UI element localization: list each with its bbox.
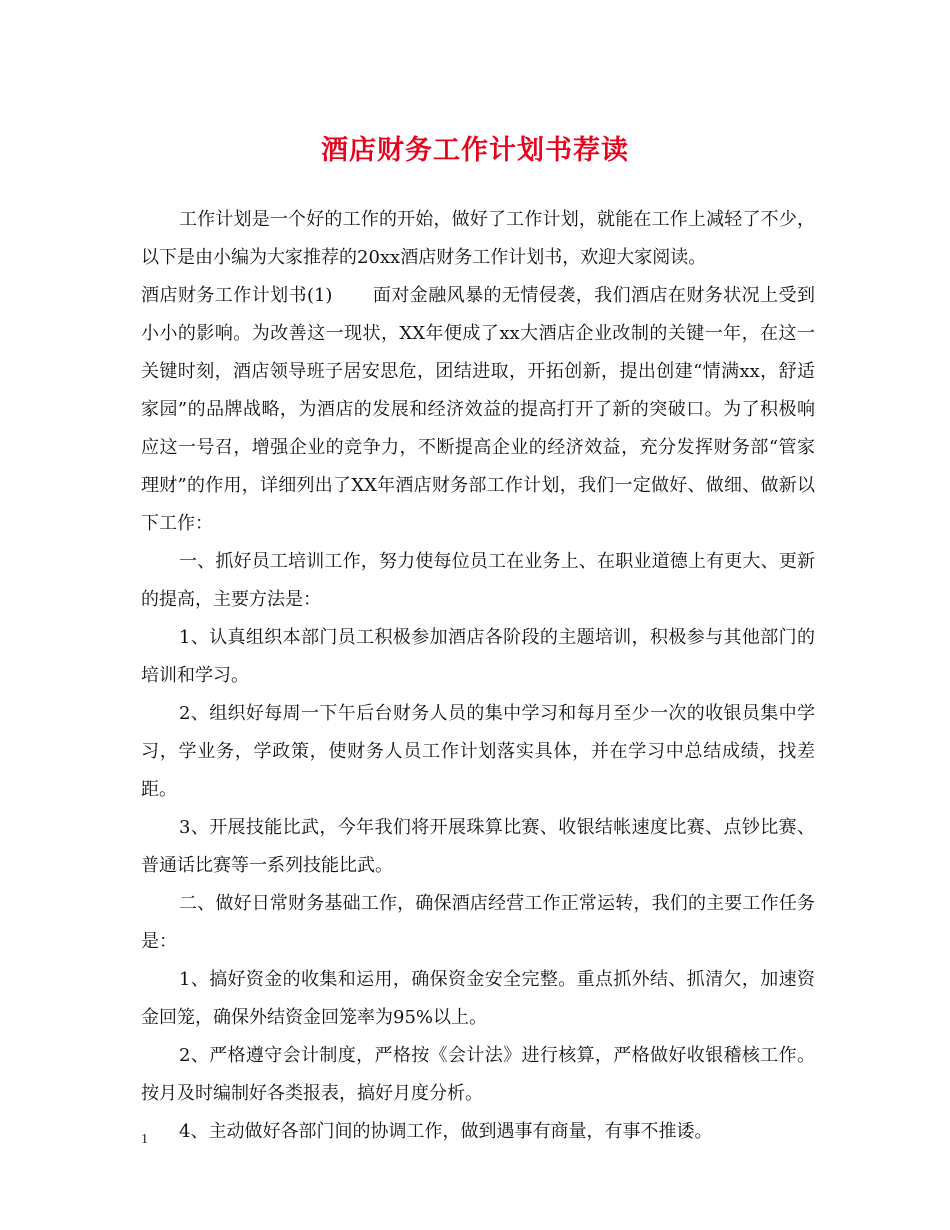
list-item: 1、认真组织本部门员工积极参加酒店各阶段的主题培训，积极参与其他部门的培训和学习。 xyxy=(141,627,815,686)
section-paragraph xyxy=(141,277,815,543)
list-item: 2、组织好每周一下午后台财务人员的集中学习和每月至少一次的收银员集中学习，学业务，学政策，使财务人员工作计划落实具体，并在学习中总结成绩，找差距。 xyxy=(141,703,815,800)
list-item: 3、开展技能比武，今年我们将开展珠算比赛、收银结帐速度比赛、点钞比赛、普通话比赛等一系列技能比武。 xyxy=(141,817,815,876)
list-item: 2、严格遵守会计制度，严格按《会计法》进行核算，严格做好收银稽核工作。按月及时编制好各类报表，搞好月度分析。 xyxy=(141,1045,815,1104)
list-item: 1、搞好资金的收集和运用，确保资金安全完整。重点抓外结、抓清欠，加速资金回笼，确保外结资金回笼率为95%以上。 xyxy=(141,969,815,1028)
page-number: 1 xyxy=(141,1132,148,1147)
list-item: 一、抓好员工培训工作，努力使每位员工在业务上、在职业道德上有更大、更新的提高，主要方法是： xyxy=(141,551,815,610)
list-item: 二、做好日常财务基础工作，确保酒店经营工作正常运转，我们的主要工作任务是： xyxy=(141,893,815,952)
document-body xyxy=(141,201,815,1151)
section-label: 酒店财务工作计划书(1) xyxy=(141,285,333,306)
section-text: 面对金融风暴的无情侵袭，我们酒店在财务状况上受到小小的影响。为改善这一现状，XX年便成了xx大酒店企业改制的关键一年，在这一关键时刻，酒店领导班子居安思危，团结进取，开拓创新，提出创建“情满xx，舒适家园”的品牌战略，为酒店的发展和经济效益的提高打开了新的突破口。为了积极响应这一号召，增强企业的竞争力，不断提高企业的经济效益，充分发挥财务部“管家理财”的作用，详细列出了XX年酒店财务部工作计划，我们一定做好、做细、做新以下工作： xyxy=(141,285,815,534)
document-title: 酒店财务工作计划书荐读 xyxy=(321,135,629,166)
intro-paragraph: 工作计划是一个好的工作的开始，做好了工作计划，就能在工作上减轻了不少，以下是由小编为大家推荐的20xx酒店财务工作计划书，欢迎大家阅读。 xyxy=(141,209,815,268)
list-item: 4、主动做好各部门间的协调工作，做到遇事有商量，有事不推诿。 xyxy=(179,1121,713,1142)
